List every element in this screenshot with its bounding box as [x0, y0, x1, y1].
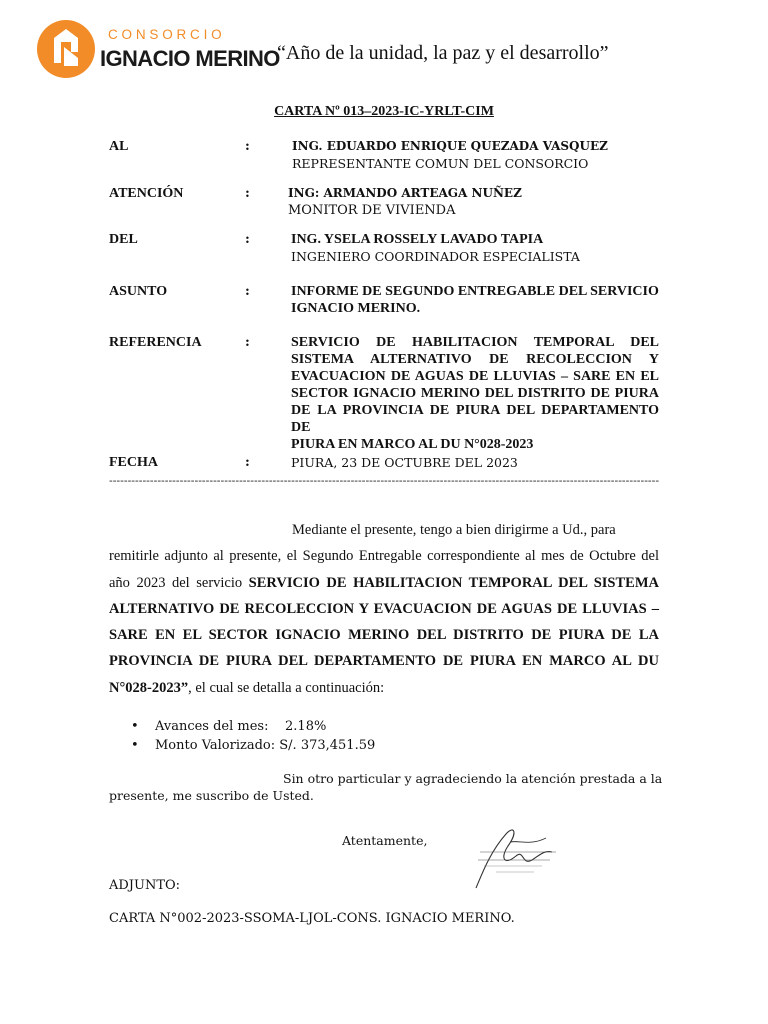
closing-line-2: presente, me suscribo de Usted.	[109, 788, 314, 803]
attachment-value: CARTA N°002-2023-SSOMA-LJOL-CONS. IGNACIO MERINO.	[109, 911, 515, 926]
field-asunto: ASUNTO : INFORME DE SEGUNDO ENTREGABLE DEL SERVICIO IGNACIO MERINO.	[109, 284, 659, 316]
body-paragraph: Mediante el presente, tengo a bien dirigirme a Ud., para remitirle adjunto al presente, el Segundo Entregable correspondiente al mes de Octubre del año 2023 del servicio SERVICIO DE HABILITACION TEMPORAL DEL SISTEMA ALTERNATIVO DE RECOLECCION Y EVACUACION DE AGUAS DE LLUVIAS – SARE EN EL SECTOR IGNACIO MERINO DEL DISTRITO DE PIURA DE LA PROVINCIA DE PIURA DEL DEPARTAMENTO DE PIURA EN MARCO AL DU N°028-2023”, el cual se detalla a continuación:	[109, 522, 659, 696]
field-atencion: ATENCIÓN : ING: ARMANDO ARTEAGA NUÑEZ MONITOR DE VIVIENDA	[109, 186, 522, 218]
field-fecha: FECHA : PIURA, 23 DE OCTUBRE DEL 2023	[109, 455, 518, 470]
field-referencia: REFERENCIA : SERVICIO DE HABILITACION TEMPORAL DEL SISTEMA ALTERNATIVO DE RECOLECCION Y EVACUACION DE AGUAS DE LLUVIAS – SARE EN EL SECTOR IGNACIO MERINO DEL DISTRITO DE PIURA DE LA PROVINCIA DE PIURA DEL DEPARTAMENTO DE PIURA EN MARCO AL DU N°028-2023	[109, 335, 659, 452]
brand-top: CONSORCIO	[108, 27, 226, 42]
field-del: DEL : ING. YSELA ROSSELY LAVADO TAPIA INGENIERO COORDINADOR ESPECIALISTA	[109, 232, 580, 264]
farewell: Atentamente,	[342, 833, 428, 848]
letter-title: CARTA Nº 013–2023-IC-YRLT-CIM	[274, 104, 494, 119]
field-label: AL	[109, 139, 129, 154]
brand-name: IGNACIO MERINO	[100, 46, 280, 71]
signature-stamp	[470, 822, 566, 892]
motto: “Año de la unidad, la paz y el desarrollo”	[277, 42, 609, 64]
attachment-label: ADJUNTO:	[109, 878, 181, 893]
bullet-icon: •	[131, 719, 139, 734]
company-logo	[37, 14, 280, 86]
details-list	[131, 717, 375, 755]
list-item: • Avances del mes: 2.18%	[131, 719, 327, 734]
field-al: AL : ING. EDUARDO ENRIQUE QUEZADA VASQUEZ REPRESENTANTE COMUN DEL CONSORCIO	[109, 139, 608, 171]
bullet-icon: •	[131, 738, 139, 753]
list-item: • Monto Valorizado: S/. 373,451.59	[131, 738, 376, 753]
separator-line: ----------------------------------------------------------------------------------------------------------------------------------------------------	[109, 474, 660, 487]
closing-line: Sin otro particular y agradeciendo la atención prestada a la	[283, 771, 663, 786]
